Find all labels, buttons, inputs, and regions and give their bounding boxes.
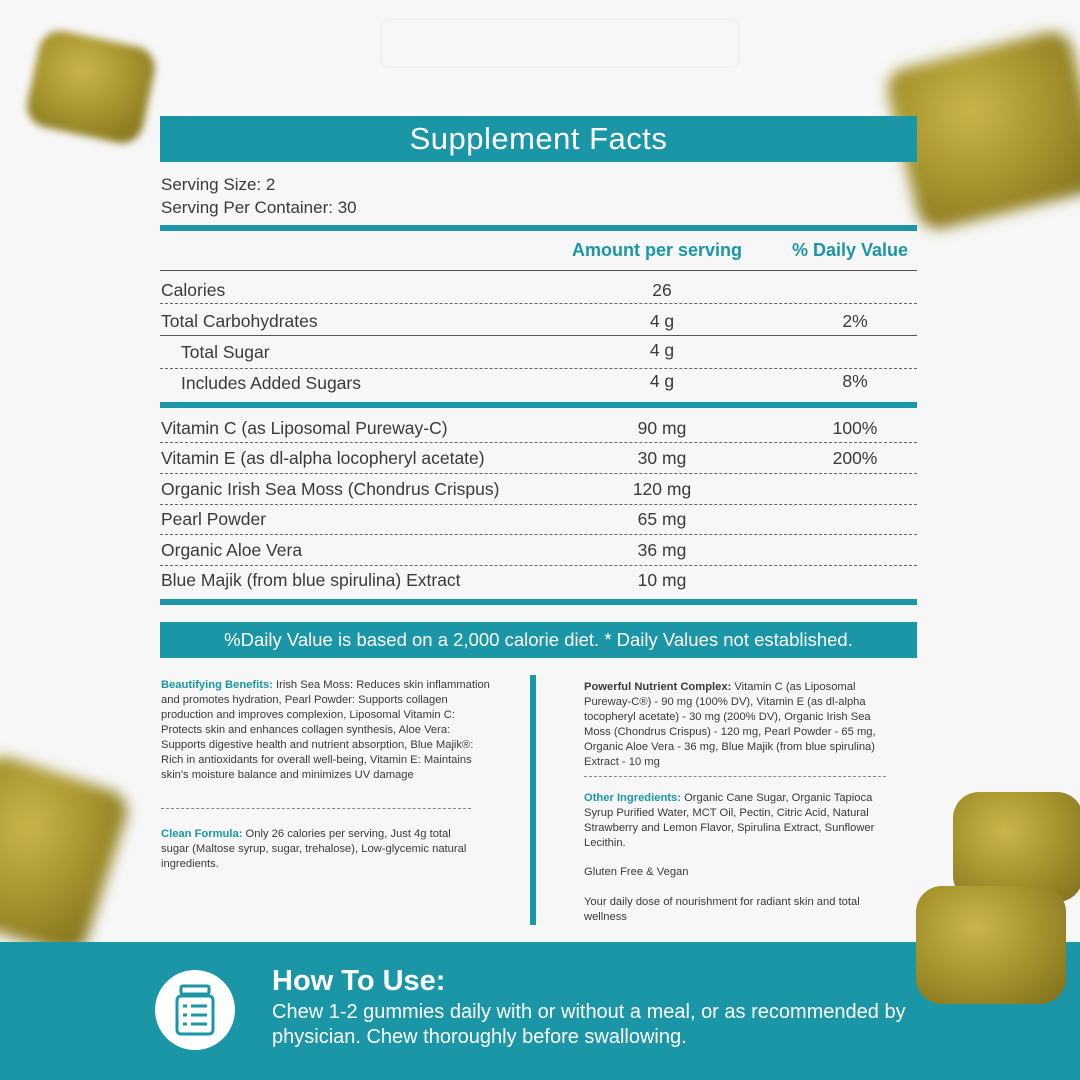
row-amount: 4 g [649, 340, 675, 360]
bottom-thick-rule [160, 599, 917, 605]
mid-thick-rule [160, 402, 917, 408]
daily-value-footnote: %Daily Value is based on a 2,000 calorie diet. * Daily Values not established. [160, 622, 917, 658]
column-divider [530, 675, 536, 925]
row-amount: 4 g [649, 311, 675, 331]
row-name: Vitamin E (as dl-alpha locopheryl acetate) [161, 448, 485, 468]
gummy-image-bottom-right-bottom [916, 886, 1066, 1004]
row-amount: 4 g [649, 371, 675, 391]
supplement-bottle-icon-graphic [173, 984, 217, 1036]
benefits-text: Irish Sea Moss: Reduces skin inflammation and promotes hydration, Pearl Powder: Supports collagen production and improves complexion, Liposomal Vitamin C: Protects skin and enhances collagen synthesis, Aloe Vera: Supports digestive health and nutrient absorption, Blue Majik®: Rich in antioxidants for overall well-being, Vitamin E: Maintains skin's moisture balance and minimizes UV damage [161, 679, 490, 781]
top-thick-rule [160, 225, 917, 231]
row-dv: 200% [832, 448, 878, 468]
daily-value-header: % Daily Value [792, 240, 909, 260]
serving-info [161, 173, 357, 219]
row-divider [160, 303, 917, 304]
table-row-vitamin-e [160, 442, 917, 472]
row-amount: 65 mg [637, 509, 687, 529]
info-divider [584, 776, 886, 777]
other-ingredients [584, 791, 889, 851]
how-to-use-title: How To Use: [272, 965, 446, 997]
row-dv: 2% [842, 311, 868, 331]
gluten-free-note: Gluten Free & Vegan [584, 866, 689, 878]
row-amount: 90 mg [637, 418, 687, 438]
row-name: Pearl Powder [161, 509, 267, 529]
row-dv: 100% [832, 418, 878, 438]
row-amount: 26 [652, 280, 672, 300]
row-name: Includes Added Sugars [181, 373, 361, 393]
tagline: Your daily dose of nourishment for radiant skin and total wellness [584, 896, 860, 923]
servings-per-container: Serving Per Container: 30 [161, 198, 357, 217]
nutrient-complex [584, 680, 889, 770]
table-row-total-sugar [160, 336, 917, 366]
row-name: Organic Aloe Vera [161, 540, 303, 560]
row-name: Calories [161, 280, 226, 300]
table-row-total-carbs [160, 305, 917, 335]
header-rule [160, 270, 917, 271]
beautifying-benefits [161, 678, 491, 783]
table-row-added-sugars [160, 367, 917, 397]
benefits-label: Beautifying Benefits: [161, 679, 273, 691]
clean-formula [161, 827, 471, 872]
complex-text: Vitamin C (as Liposomal Pureway-C®) - 90 mg (100% DV), Vitamin E (as dl-alpha tocopheryl acetate) - 30 mg (200% DV), Organic Irish Sea Moss (Chondrus Crispus) - 120 mg, Pearl Powder - 65 mg, Organic Aloe Vera - 36 mg, Blue Majik (from blue spirulina) Extract - 10 mg [584, 681, 876, 768]
background-watermark [380, 18, 740, 68]
how-to-use-text: Chew 1-2 gummies daily with or without a meal, or as recommended by physician. Chew thoroughly before swallowing. [272, 1001, 906, 1048]
gummy-image-mid-left [0, 751, 133, 959]
serving-size: Serving Size: 2 [161, 175, 276, 194]
row-amount: 10 mg [637, 570, 687, 590]
table-row-vitamin-c [160, 412, 917, 442]
clean-label: Clean Formula: [161, 828, 243, 840]
row-amount: 30 mg [637, 448, 687, 468]
row-amount: 36 mg [637, 540, 687, 560]
table-row-pearl-powder [160, 503, 917, 533]
other-text: Organic Cane Sugar, Organic Tapioca Syrup Purified Water, MCT Oil, Pectin, Citric Acid, Natural Strawberry and Lemon Flavor, Spirulina Extract, Sunflower Lecithin. [584, 792, 875, 849]
row-name: Total Carbohydrates [161, 311, 318, 331]
row-name: Total Sugar [181, 342, 270, 362]
table-row-calories [160, 274, 917, 304]
supplement-bottle-icon [155, 970, 235, 1050]
row-name: Vitamin C (as Liposomal Pureway-C) [161, 418, 448, 438]
gummy-image-top-left [23, 27, 159, 147]
other-label: Other Ingredients: [584, 792, 681, 804]
clean-text: Only 26 calories per serving, Just 4g total sugar (Maltose syrup, sugar, trehalose), Low-glycemic natural ingredients. [161, 828, 467, 870]
row-amount: 120 mg [632, 479, 692, 499]
row-name: Organic Irish Sea Moss (Chondrus Crispus) [161, 479, 500, 499]
supplement-facts-title: Supplement Facts [160, 116, 917, 162]
complex-label: Powerful Nutrient Complex: [584, 681, 732, 693]
amount-header: Amount per serving [572, 240, 743, 260]
row-name: Blue Majik (from blue spirulina) Extract [161, 570, 461, 590]
row-dv: 8% [842, 371, 868, 391]
table-row-aloe-vera [160, 534, 917, 564]
info-divider [161, 808, 471, 809]
table-row-sea-moss [160, 473, 917, 503]
table-row-blue-majik [160, 564, 917, 594]
